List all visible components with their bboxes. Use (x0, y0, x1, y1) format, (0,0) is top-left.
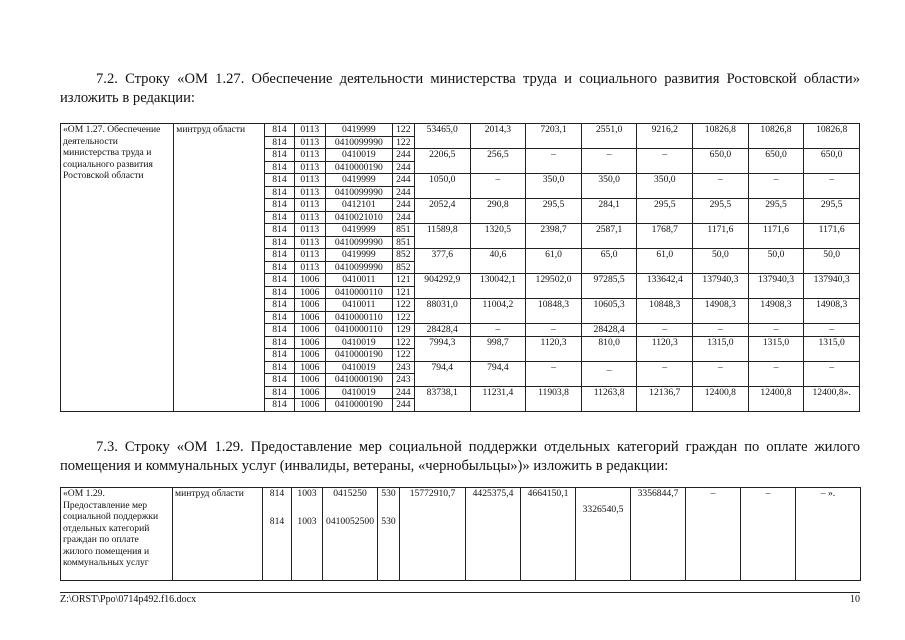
value-cell: 295,5 (748, 199, 804, 224)
value-cell: 11263,8 (581, 386, 637, 411)
value-cell: 130042,1 (470, 274, 526, 299)
code-cell: 0410000110 (325, 324, 392, 337)
code-cell: 0113 (294, 249, 325, 262)
value-cell: – (470, 174, 526, 199)
code-cell: 814 (265, 311, 294, 324)
value-cell: 97285,5 (581, 274, 637, 299)
value-cell: 28428,4 (414, 324, 470, 337)
code-cell: 814 (263, 516, 292, 581)
value-cell: 650,0 (804, 149, 860, 174)
value-cell: 2587,1 (581, 224, 637, 249)
table-row (61, 124, 860, 137)
code-cell: 1006 (294, 361, 325, 374)
paragraph-7-2-text: 7.2. Строку «ОМ 1.27. Обеспечение деятельности министерства труда и социального развития Ростовской области» изложить в редакции: (60, 71, 860, 106)
value-cell: 88031,0 (414, 299, 470, 324)
value-cell: 1120,3 (526, 336, 582, 361)
code-cell: 0410099990 (325, 186, 392, 199)
value-cell: 10605,3 (581, 299, 637, 324)
code-cell: 814 (263, 488, 292, 517)
value-cell: 2398,7 (526, 224, 582, 249)
code-cell: 244 (392, 386, 414, 399)
code-cell: 1006 (294, 399, 325, 412)
code-cell: 0410000190 (325, 399, 392, 412)
code-cell: 814 (265, 186, 294, 199)
code-cell: 244 (392, 199, 414, 212)
value-cell: 50,0 (693, 249, 749, 274)
code-cell: 0410000110 (325, 286, 392, 299)
value-cell: _ (581, 361, 637, 386)
code-cell: 814 (265, 361, 294, 374)
value-cell: 61,0 (526, 249, 582, 274)
value-cell: 1171,6 (804, 224, 860, 249)
code-cell: 0113 (294, 174, 325, 187)
value-cell: 129502,0 (526, 274, 582, 299)
value-cell: – (526, 324, 582, 337)
code-cell: 244 (392, 186, 414, 199)
value-cell: 65,0 (581, 249, 637, 274)
value-cell: 256,5 (470, 149, 526, 174)
value-cell: 295,5 (637, 199, 693, 224)
value-cell: 12400,8». (804, 386, 860, 411)
code-cell: 0410000190 (325, 349, 392, 362)
value-cell: 10826,8 (748, 124, 804, 149)
code-cell: 0410000190 (325, 374, 392, 387)
measure-description: «ОМ 1.27. Обеспечение деятельности министерства труда и социального развития Ростовской области (61, 124, 174, 412)
value-cell: 3356844,7 (631, 488, 686, 581)
code-cell: 244 (392, 174, 414, 187)
value-cell: 2014,3 (470, 124, 526, 149)
value-cell: 10848,3 (637, 299, 693, 324)
value-cell: 10826,8 (804, 124, 860, 149)
value-cell: 12136,7 (637, 386, 693, 411)
code-cell: 0410052500 (323, 516, 378, 581)
code-cell: 814 (265, 136, 294, 149)
value-cell: 1315,0 (748, 336, 804, 361)
value-cell: 794,4 (414, 361, 470, 386)
value-cell: – ». (796, 488, 861, 581)
value-cell: 10826,8 (693, 124, 749, 149)
value-cell: 284,1 (581, 199, 637, 224)
code-cell: 0113 (294, 211, 325, 224)
value-cell: – (804, 174, 860, 199)
code-cell: 814 (265, 399, 294, 412)
value-cell: 28428,4 (581, 324, 637, 337)
value-cell: 53465,0 (414, 124, 470, 149)
code-cell: 0410011 (325, 299, 392, 312)
code-cell: 814 (265, 149, 294, 162)
code-cell: 814 (265, 199, 294, 212)
code-cell: 0415250 (323, 488, 378, 517)
code-cell: 814 (265, 324, 294, 337)
code-cell: 0113 (294, 161, 325, 174)
value-cell: 133642,4 (637, 274, 693, 299)
value-cell: 61,0 (637, 249, 693, 274)
code-cell: 1006 (294, 374, 325, 387)
code-cell: 121 (392, 286, 414, 299)
value-cell: – (526, 361, 582, 386)
code-cell: 0419999 (325, 174, 392, 187)
value-cell: 904292,9 (414, 274, 470, 299)
value-cell: 137940,3 (804, 274, 860, 299)
code-cell: 0113 (294, 186, 325, 199)
code-cell: 814 (265, 299, 294, 312)
code-cell: 530 (378, 516, 400, 581)
code-cell: 814 (265, 211, 294, 224)
code-cell: 1006 (294, 349, 325, 362)
value-cell: 1050,0 (414, 174, 470, 199)
code-cell: 1003 (292, 516, 323, 581)
code-cell: 814 (265, 286, 294, 299)
code-cell: 0410000190 (325, 161, 392, 174)
value-cell: 1315,0 (804, 336, 860, 361)
table-om-1-27 (60, 123, 860, 412)
value-cell: 2551,0 (581, 124, 637, 149)
value-cell: 15772910,7 (400, 488, 466, 581)
code-cell: 244 (392, 161, 414, 174)
value-cell: 3326540,5 (576, 488, 631, 581)
code-cell: 0410021010 (325, 211, 392, 224)
code-cell: 1006 (294, 336, 325, 349)
code-cell: 0419999 (325, 124, 392, 137)
code-cell: 122 (392, 124, 414, 137)
page-footer (60, 592, 860, 605)
code-cell: 0113 (294, 261, 325, 274)
value-cell: 1768,7 (637, 224, 693, 249)
code-cell: 122 (392, 136, 414, 149)
value-cell: – (804, 324, 860, 337)
code-cell: 0410099990 (325, 236, 392, 249)
value-cell: 1315,0 (693, 336, 749, 361)
value-cell: 1120,3 (637, 336, 693, 361)
code-cell: 1006 (294, 386, 325, 399)
value-cell: 295,5 (693, 199, 749, 224)
code-cell: 530 (378, 488, 400, 517)
value-cell: – (686, 488, 741, 581)
code-cell: 0419999 (325, 224, 392, 237)
code-cell: 0410000110 (325, 311, 392, 324)
value-cell: 50,0 (748, 249, 804, 274)
code-cell: 243 (392, 374, 414, 387)
value-cell: 4664150,1 (521, 488, 576, 581)
value-cell: 12400,8 (693, 386, 749, 411)
code-cell: 814 (265, 374, 294, 387)
code-cell: 122 (392, 349, 414, 362)
value-cell: 11004,2 (470, 299, 526, 324)
code-cell: 814 (265, 249, 294, 262)
value-cell: – (637, 149, 693, 174)
value-cell: 295,5 (526, 199, 582, 224)
value-cell: – (748, 174, 804, 199)
code-cell: 0410019 (325, 361, 392, 374)
value-cell: 7203,1 (526, 124, 582, 149)
code-cell: 0113 (294, 236, 325, 249)
code-cell: 0410099990 (325, 261, 392, 274)
code-cell: 814 (265, 274, 294, 287)
value-cell: 350,0 (581, 174, 637, 199)
page-number: 10 (850, 594, 860, 605)
value-cell: – (693, 324, 749, 337)
value-cell: – (748, 361, 804, 386)
value-cell: 11589,8 (414, 224, 470, 249)
value-cell: – (637, 361, 693, 386)
code-cell: 1006 (294, 324, 325, 337)
paragraph-7-2 (60, 70, 860, 108)
code-cell: 1006 (294, 311, 325, 324)
value-cell: 295,5 (804, 199, 860, 224)
code-cell: 0113 (294, 199, 325, 212)
value-cell: 290,8 (470, 199, 526, 224)
code-cell: 244 (392, 399, 414, 412)
value-cell: 998,7 (470, 336, 526, 361)
code-cell: 0419999 (325, 249, 392, 262)
value-cell: 11231,4 (470, 386, 526, 411)
code-cell: 129 (392, 324, 414, 337)
value-cell: – (804, 361, 860, 386)
value-cell: 1171,6 (748, 224, 804, 249)
value-cell: – (470, 324, 526, 337)
code-cell: 1006 (294, 286, 325, 299)
value-cell: 350,0 (637, 174, 693, 199)
table-om-1-29 (60, 487, 861, 581)
code-cell: 851 (392, 236, 414, 249)
code-cell: 851 (392, 224, 414, 237)
code-cell: 814 (265, 336, 294, 349)
code-cell: 0412101 (325, 199, 392, 212)
code-cell: 814 (265, 224, 294, 237)
code-cell: 814 (265, 174, 294, 187)
value-cell: 14908,3 (804, 299, 860, 324)
measure-description: «ОМ 1.29. Предоставление мер социальной поддержки отдельных категорий граждан по оплате жилого помещения и коммунальных услуг (61, 488, 173, 581)
value-cell: – (748, 324, 804, 337)
value-cell: 810,0 (581, 336, 637, 361)
code-cell: 0410019 (325, 386, 392, 399)
code-cell: 122 (392, 311, 414, 324)
paragraph-7-3 (60, 438, 860, 476)
code-cell: 814 (265, 124, 294, 137)
value-cell: – (693, 361, 749, 386)
value-cell: 1320,5 (470, 224, 526, 249)
value-cell: 650,0 (693, 149, 749, 174)
code-cell: 1006 (294, 299, 325, 312)
value-cell: 1171,6 (693, 224, 749, 249)
value-cell: 10848,3 (526, 299, 582, 324)
code-cell: 0410019 (325, 149, 392, 162)
code-cell: 0113 (294, 124, 325, 137)
code-cell: 244 (392, 149, 414, 162)
code-cell: 244 (392, 211, 414, 224)
code-cell: 0113 (294, 136, 325, 149)
value-cell: 377,6 (414, 249, 470, 274)
code-cell: 814 (265, 386, 294, 399)
code-cell: 852 (392, 249, 414, 262)
value-cell: 2052,4 (414, 199, 470, 224)
value-cell: – (693, 174, 749, 199)
value-cell: 4425375,4 (466, 488, 521, 581)
value-cell: 350,0 (526, 174, 582, 199)
code-cell: 814 (265, 349, 294, 362)
value-cell: 137940,3 (748, 274, 804, 299)
value-cell: – (581, 149, 637, 174)
code-cell: 1006 (294, 274, 325, 287)
code-cell: 122 (392, 336, 414, 349)
value-cell: 50,0 (804, 249, 860, 274)
paragraph-7-3-text: 7.3. Строку «ОМ 1.29. Предоставление мер социальной поддержки отдельных категорий граждан по оплате жилого помещения и коммунальных услуг (инвалиды, ветераны, «чернобыльцы»)» изложить в редакции: (60, 439, 860, 474)
code-cell: 243 (392, 361, 414, 374)
code-cell: 852 (392, 261, 414, 274)
value-cell: 14908,3 (693, 299, 749, 324)
value-cell: – (526, 149, 582, 174)
value-cell: 11903,8 (526, 386, 582, 411)
value-cell: 2206,5 (414, 149, 470, 174)
value-cell: 83738,1 (414, 386, 470, 411)
value-cell: 12400,8 (748, 386, 804, 411)
value-cell: 9216,2 (637, 124, 693, 149)
value-cell: 14908,3 (748, 299, 804, 324)
code-cell: 122 (392, 299, 414, 312)
code-cell: 0410011 (325, 274, 392, 287)
value-cell: 40,6 (470, 249, 526, 274)
code-cell: 814 (265, 261, 294, 274)
code-cell: 1003 (292, 488, 323, 517)
code-cell: 0113 (294, 224, 325, 237)
executor-cell: минтруд области (173, 488, 263, 581)
file-path: Z:\ORST\Ppo\0714p492.f16.docx (60, 594, 197, 605)
value-cell: 137940,3 (693, 274, 749, 299)
value-cell: 650,0 (748, 149, 804, 174)
value-cell: 7994,3 (414, 336, 470, 361)
table-row (61, 488, 861, 517)
code-cell: 121 (392, 274, 414, 287)
value-cell: 794,4 (470, 361, 526, 386)
value-cell: – (637, 324, 693, 337)
code-cell: 814 (265, 161, 294, 174)
code-cell: 814 (265, 236, 294, 249)
code-cell: 0410019 (325, 336, 392, 349)
code-cell: 0410099990 (325, 136, 392, 149)
value-cell: – (741, 488, 796, 581)
executor-cell: минтруд области (174, 124, 265, 412)
code-cell: 0113 (294, 149, 325, 162)
